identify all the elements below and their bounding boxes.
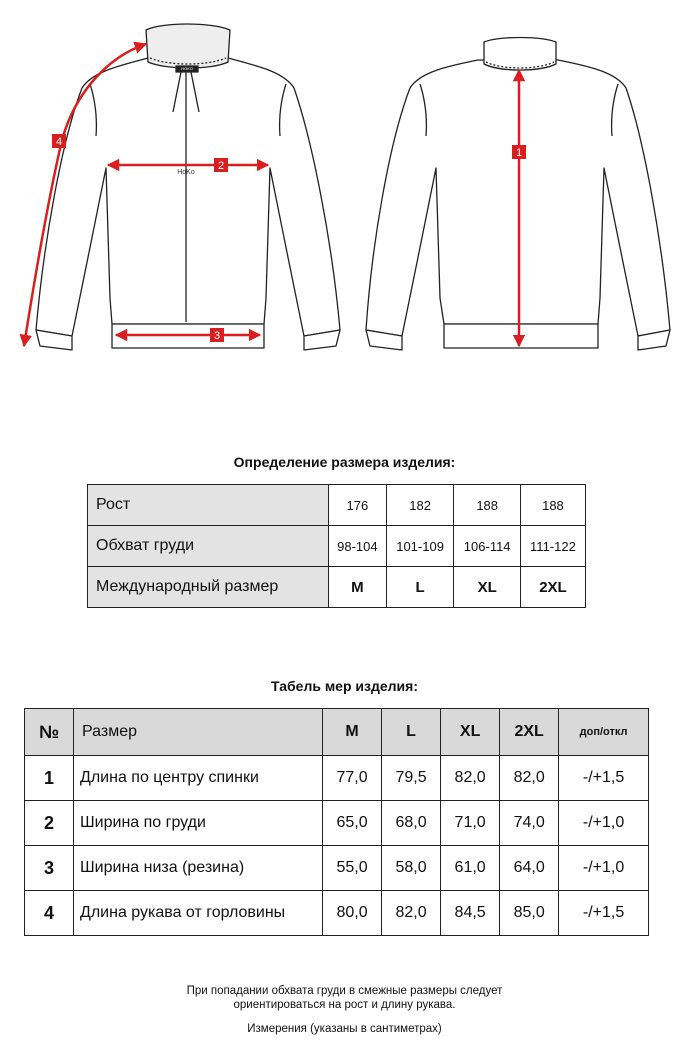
size-row-international: [88, 567, 586, 608]
cell: 182: [386, 485, 454, 526]
marker-1: 1: [515, 147, 523, 159]
header-size: 2XL: [500, 709, 559, 756]
cell: 71,0: [441, 801, 500, 846]
measure-table-title: Табель мер изделия:: [271, 678, 418, 694]
row-tol: -/+1,5: [559, 891, 649, 936]
header-num: №: [25, 709, 74, 756]
header-size: M: [323, 709, 382, 756]
row-label: Обхват груди: [88, 526, 329, 567]
cell: 58,0: [382, 846, 441, 891]
note-line-2: ориентироваться на рост и длину рукава.: [233, 999, 456, 1011]
row-num: 3: [25, 846, 74, 891]
cell: 68,0: [382, 801, 441, 846]
measure-row-3: [25, 846, 649, 891]
marker-2: 2: [217, 160, 225, 172]
header-size: XL: [441, 709, 500, 756]
size-row-chest: [88, 526, 586, 567]
cell: 188: [520, 485, 585, 526]
cell: L: [386, 567, 454, 608]
cell: 80,0: [323, 891, 382, 936]
row-name: Длина по центру спинки: [74, 756, 323, 801]
row-tol: -/+1,0: [559, 846, 649, 891]
row-name: Ширина низа (резина): [74, 846, 323, 891]
row-label: Международный размер: [88, 567, 329, 608]
row-name: Длина рукава от горловины: [74, 891, 323, 936]
measure-header-row: [25, 709, 649, 756]
marker-3: 3: [213, 330, 221, 342]
cell: 85,0: [500, 891, 559, 936]
cell: M: [329, 567, 387, 608]
cell: 2XL: [520, 567, 585, 608]
row-name: Ширина по груди: [74, 801, 323, 846]
header-size: L: [382, 709, 441, 756]
cell: 98-104: [329, 526, 387, 567]
cell: 79,5: [382, 756, 441, 801]
garment-drawings: [0, 0, 689, 380]
measure-row-4: [25, 891, 649, 936]
cell: 61,0: [441, 846, 500, 891]
row-num: 2: [25, 801, 74, 846]
cell: 65,0: [323, 801, 382, 846]
cell: 188: [454, 485, 520, 526]
size-table-title: Определение размера изделия:: [233, 454, 456, 470]
cell: 111-122: [520, 526, 585, 567]
header-tol: доп/откл: [559, 709, 649, 756]
cell: 106-114: [454, 526, 520, 567]
cell: 82,0: [382, 891, 441, 936]
marker-4: 4: [55, 136, 63, 148]
size-row-height: [88, 485, 586, 526]
front-body-outline: [36, 58, 340, 336]
note-line-3: Измерения (указаны в сантиметрах): [247, 1023, 442, 1035]
cell: 84,5: [441, 891, 500, 936]
cell: 101-109: [386, 526, 454, 567]
measure-row-2: [25, 801, 649, 846]
cell: 55,0: [323, 846, 382, 891]
header-name: Размер: [74, 709, 323, 756]
measure-table: [24, 708, 649, 936]
cell: 74,0: [500, 801, 559, 846]
row-num: 1: [25, 756, 74, 801]
front-view: [36, 24, 340, 350]
cell: 77,0: [323, 756, 382, 801]
back-hem-band: [444, 324, 598, 348]
chest-print: HoKo: [177, 169, 195, 176]
cell: 82,0: [500, 756, 559, 801]
cell: 176: [329, 485, 387, 526]
row-num: 4: [25, 891, 74, 936]
cell: 64,0: [500, 846, 559, 891]
brand-tag: HOKO: [181, 66, 193, 71]
note-line-1: При попадании обхвата груди в смежные размеры следует: [186, 985, 503, 997]
row-tol: -/+1,0: [559, 801, 649, 846]
measure-row-1: [25, 756, 649, 801]
row-label: Рост: [88, 485, 329, 526]
cell: XL: [454, 567, 520, 608]
row-tol: -/+1,5: [559, 756, 649, 801]
size-table: [87, 484, 586, 608]
cell: 82,0: [441, 756, 500, 801]
